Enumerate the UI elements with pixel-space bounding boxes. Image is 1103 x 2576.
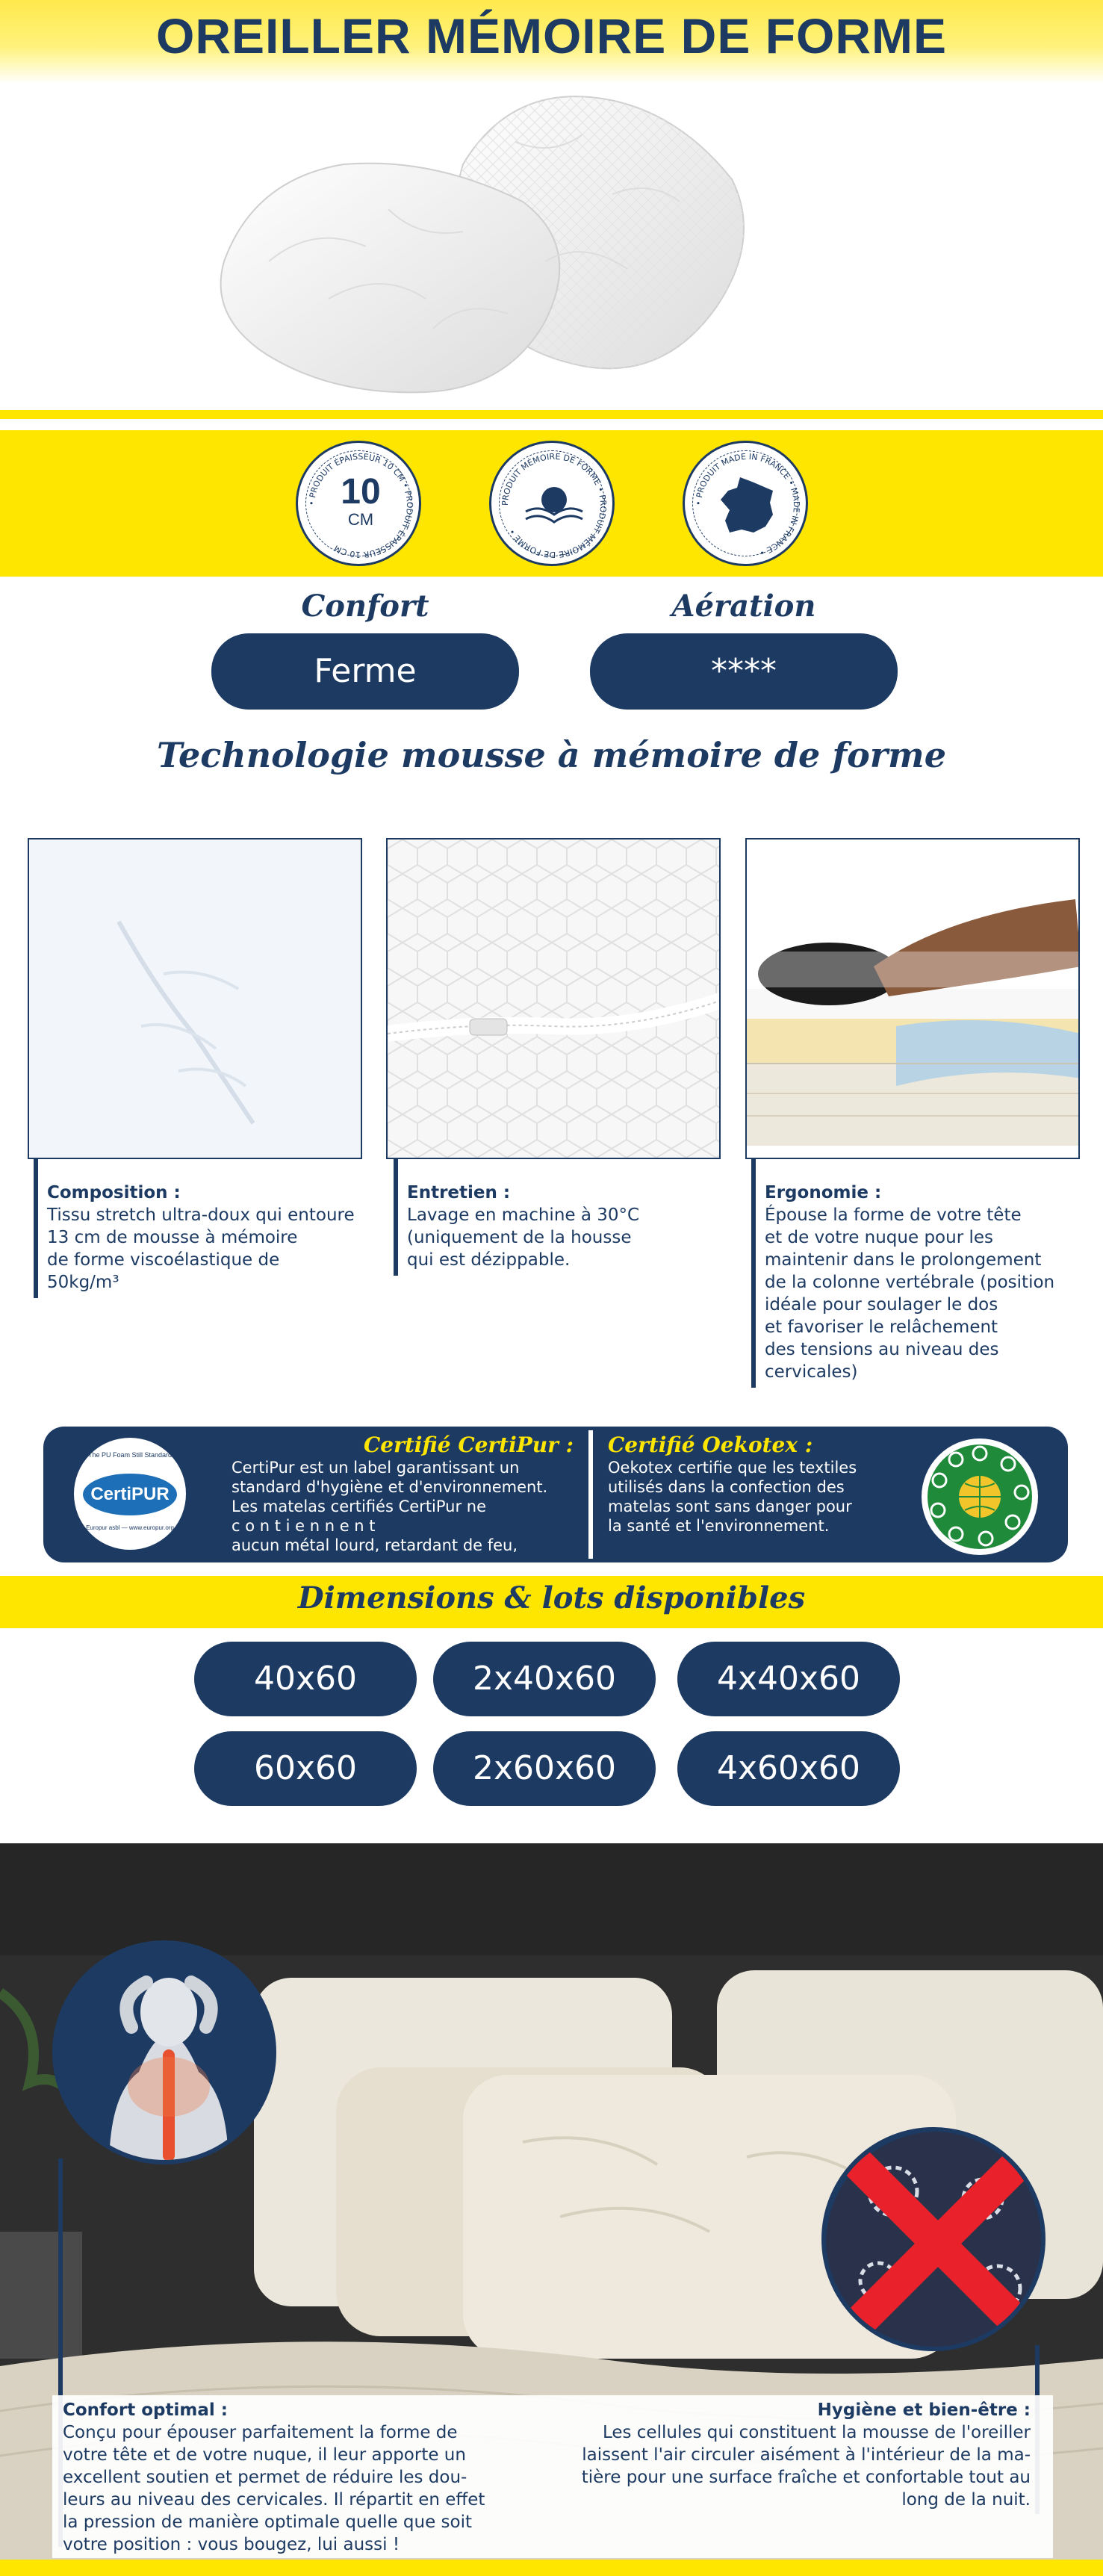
divider-line — [0, 410, 1103, 419]
confort-optimal-heading: Confort optimal : — [63, 2400, 228, 2420]
hygiene-line: long de la nuit. — [901, 2490, 1031, 2510]
ergonomics-line: de la colonne vertébrale (position — [765, 1273, 1055, 1292]
hygiene-illustration — [821, 2127, 1045, 2351]
ergonomics-line: Épouse la forme de votre tête — [765, 1205, 1022, 1225]
confort-line: leurs au niveau des cervicales. Il répartit en effet — [63, 2490, 485, 2510]
certipur-line: aucun métal lourd, retardant de feu, — [232, 1536, 518, 1552]
confort-optimal-text — [63, 2399, 518, 2556]
confort-value-pill: Ferme — [211, 633, 519, 710]
oekotex-line: matelas sont sans danger pour — [608, 1498, 852, 1515]
ergonomics-line: idéale pour soulager le dos — [765, 1295, 998, 1315]
technology-title: Technologie mousse à mémoire de forme — [157, 735, 946, 775]
thickness-badge — [296, 441, 421, 566]
maintenance-line: qui est dézippable. — [407, 1250, 571, 1270]
size-option-4x60x60[interactable]: 4x60x60 — [677, 1731, 900, 1806]
spine-illustration — [52, 1940, 276, 2164]
confort-line: la pression de manière optimale quelle que soit — [63, 2513, 473, 2532]
page-title: OREILLER MÉMOIRE DE FORME — [155, 8, 948, 63]
maintenance-heading: Entretien : — [407, 1183, 511, 1202]
certipur-logo-bottom: Europur asbl — www.europur.org — [86, 1524, 174, 1531]
size-option-4x40x60[interactable]: 4x40x60 — [677, 1642, 900, 1716]
maintenance-line: Lavage en machine à 30°C — [407, 1205, 640, 1225]
ergonomics-line: cervicales) — [765, 1362, 858, 1382]
maintenance-line: (uniquement de la housse — [407, 1228, 632, 1247]
size-option-2x40x60[interactable]: 2x40x60 — [433, 1642, 656, 1716]
hygiene-line: tière pour une surface fraîche et confortable tout au — [581, 2468, 1031, 2487]
cert-divider — [588, 1430, 593, 1559]
ergonomics-line: et de votre nuque pour les — [765, 1228, 993, 1247]
ergonomics-line: et favoriser le relâchement — [765, 1318, 998, 1337]
memory-foam-icon — [524, 482, 584, 530]
maintenance-text — [394, 1159, 715, 1276]
hygiene-line: laissent l'air circuler aisément à l'intérieur de la ma- — [582, 2445, 1031, 2465]
memory-foam-badge — [489, 441, 615, 566]
confort-line: votre tête et de votre nuque, il leur apporte un — [63, 2445, 466, 2465]
oekotex-text — [608, 1458, 884, 1536]
made-in-france-badge — [683, 441, 808, 566]
france-map-icon — [718, 474, 777, 537]
hygiene-line: Les cellules qui constituent la mousse de l'oreiller — [602, 2423, 1031, 2442]
oekotex-line: Oekotex certifie que les textiles — [608, 1459, 857, 1477]
dimensions-title: Dimensions & lots disponibles — [297, 1580, 806, 1616]
composition-line: 13 cm de mousse à mémoire — [47, 1228, 298, 1247]
certipur-logo-top: The PU Foam Still Standard — [87, 1451, 173, 1459]
fabric-image — [28, 838, 362, 1159]
size-option-2x60x60[interactable]: 2x60x60 — [433, 1731, 656, 1806]
certipur-line: standard d'hygiène et d'environnement. — [232, 1478, 548, 1496]
ergonomics-line: maintenir dans le prolongement — [765, 1250, 1042, 1270]
oekotex-line: utilisés dans la confection des — [608, 1478, 845, 1496]
oekotex-title: Certifié Oekotex : — [608, 1433, 813, 1457]
aeration-value-pill: **** — [590, 633, 898, 710]
thickness-value: 10 — [341, 472, 381, 512]
oekotex-line: la santé et l'environnement. — [608, 1517, 830, 1535]
certipur-title: Certifié CertiPur : — [363, 1433, 574, 1457]
svg-text:• PRODUIT ÉPAISSEUR 10 CM • PR: • PRODUIT ÉPAISSEUR 10 CM • PRODUIT ÉPAISSEUR 10 CM — [306, 451, 415, 560]
confort-line: excellent soutien et permet de réduire les dou- — [63, 2468, 467, 2487]
svg-text:• PRODUIT MADE IN FRANCE • MAD: • PRODUIT MADE IN FRANCE • MADE IN FRANCE • — [693, 451, 802, 558]
composition-text — [34, 1159, 355, 1298]
composition-line: de forme viscoélastique de 50kg/m³ — [47, 1250, 280, 1292]
bottom-ribbon — [0, 2560, 1103, 2576]
confort-line: Conçu pour épouser parfaitement la forme de — [63, 2423, 458, 2442]
certipur-line: CertiPur est un label garantissant un — [232, 1459, 520, 1477]
size-option-60x60[interactable]: 60x60 — [194, 1731, 417, 1806]
certipur-text — [232, 1458, 574, 1552]
ergonomics-heading: Ergonomie : — [765, 1183, 882, 1202]
certipur-line: Les matelas certifiés CertiPur ne — [232, 1498, 487, 1515]
ergonomic-mattress-image — [745, 838, 1080, 1159]
aeration-label: Aération — [671, 589, 816, 624]
confort-label: Confort — [301, 589, 429, 624]
ergonomics-line: des tensions au niveau des — [765, 1340, 999, 1359]
hygiene-text — [541, 2399, 1031, 2511]
composition-line: Tissu stretch ultra-doux qui entoure — [47, 1205, 355, 1225]
zipper-cover-image — [386, 838, 721, 1159]
confort-line: votre position : vous bougez, lui aussi ! — [63, 2535, 400, 2554]
ergonomics-text — [751, 1159, 1072, 1388]
certipur-logo-main: CertiPUR — [83, 1474, 177, 1515]
composition-heading: Composition : — [47, 1183, 181, 1202]
certipur-logo — [70, 1434, 190, 1554]
hero-pillows-image — [194, 75, 866, 403]
svg-text:PRODUIT MÉMOIRE DE FORME • PRO: PRODUIT MÉMOIRE DE FORME • PRODUIT MÉMOIRE DE FORME • — [500, 451, 609, 560]
oekotex-logo — [920, 1437, 1040, 1557]
certipur-line: c o n t i e n n e n t — [232, 1517, 376, 1535]
thickness-unit: CM — [347, 510, 374, 529]
hygiene-heading: Hygiène et bien-être : — [817, 2400, 1031, 2420]
size-option-40x60[interactable]: 40x60 — [194, 1642, 417, 1716]
